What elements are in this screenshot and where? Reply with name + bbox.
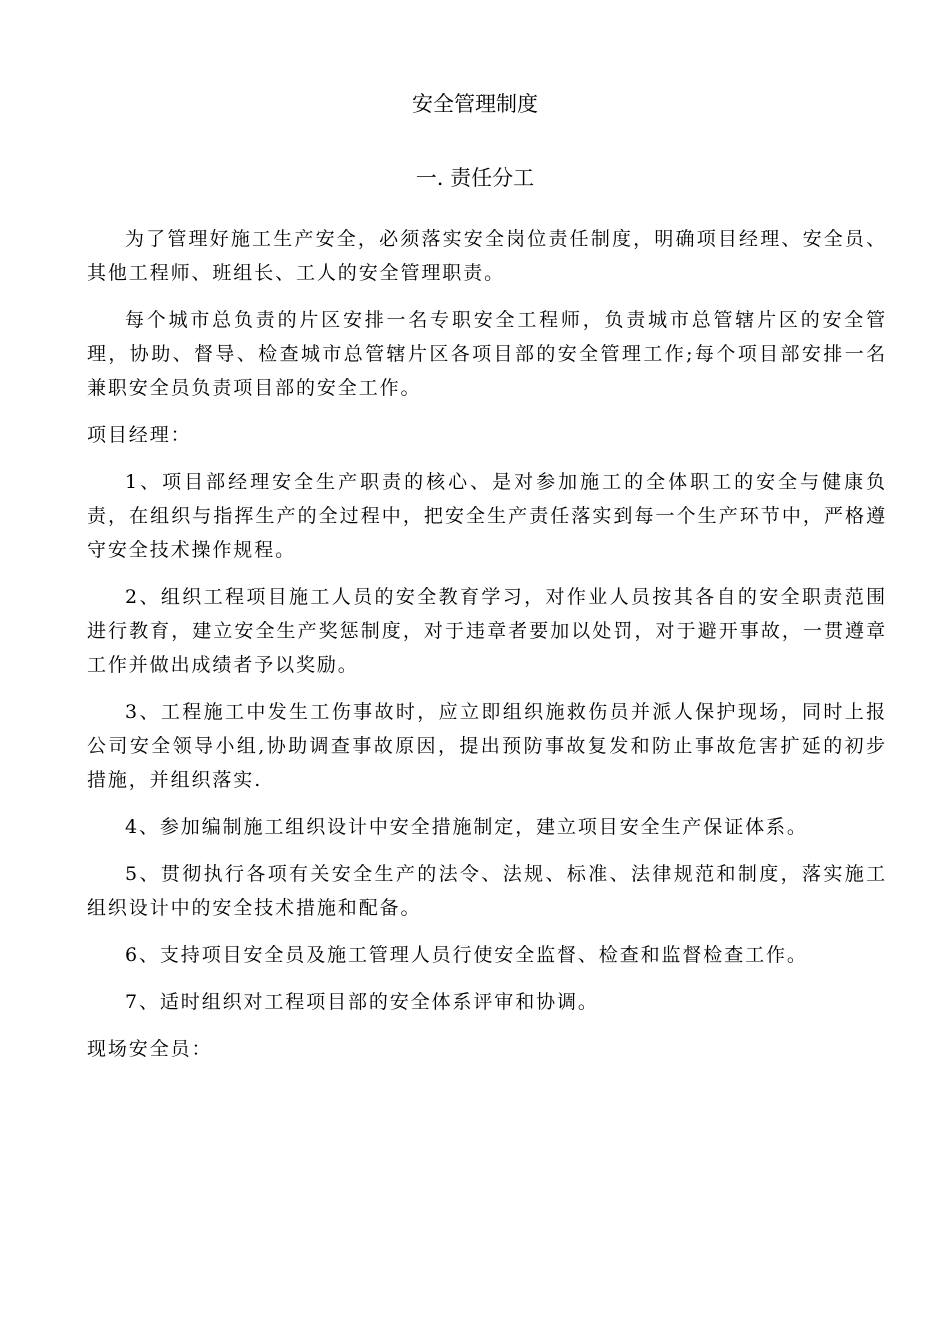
project-manager-item-3: 3、工程施工中发生工伤事故时，应立即组织施救伤员并派人保护现场，同时上报公司安全领导小组,协助调查事故原因，提出预防事故复发和防止事故危害扩延的初步措施，并组织落实. bbox=[87, 701, 887, 791]
site-safety-officer-label: 现场安全员： bbox=[87, 1038, 213, 1060]
project-manager-item-5: 5、贯彻执行各项有关安全生产的法令、法规、标准、法律规范和制度，落实施工组织设计中的安全技术措施和配备。 bbox=[87, 863, 887, 919]
intro-paragraph-1: 为了管理好施工生产安全，必须落实安全岗位责任制度，明确项目经理、安全员、其他工程师、班组长、工人的安全管理职责。 bbox=[87, 228, 887, 284]
document-body bbox=[87, 222, 887, 1079]
project-manager-item-7: 7、适时组织对工程项目部的安全体系评审和协调。 bbox=[125, 991, 599, 1013]
project-manager-item-6: 6、支持项目安全员及施工管理人员行使安全监督、检查和监督检查工作。 bbox=[125, 944, 808, 966]
project-manager-item-2: 2、组织工程项目施工人员的安全教育学习，对作业人员按其各自的安全职责范围进行教育，建立安全生产奖惩制度，对于违章者要加以处罚，对于避开事故，一贯遵章工作并做出成绩者予以奖励。 bbox=[87, 586, 887, 676]
section-title: 一. 责任分工 bbox=[415, 166, 535, 190]
document-title: 安全管理制度 bbox=[412, 92, 538, 116]
project-manager-item-1: 1、项目部经理安全生产职责的核心、是对参加施工的全体职工的安全与健康负责，在组织与指挥生产的全过程中，把安全生产责任落实到每一个生产环节中，严格遵守安全技术操作规程。 bbox=[87, 471, 887, 561]
project-manager-item-4: 4、参加编制施工组织设计中安全措施制定，建立项目安全生产保证体系。 bbox=[125, 816, 808, 838]
project-manager-label: 项目经理： bbox=[87, 424, 192, 446]
intro-paragraph-2: 每个城市总负责的片区安排一名专职安全工程师，负责城市总管辖片区的安全管理，协助、督导、检查城市总管辖片区各项目部的安全管理工作;每个项目部安排一名兼职安全员负责项目部的安全工作。 bbox=[87, 309, 887, 399]
